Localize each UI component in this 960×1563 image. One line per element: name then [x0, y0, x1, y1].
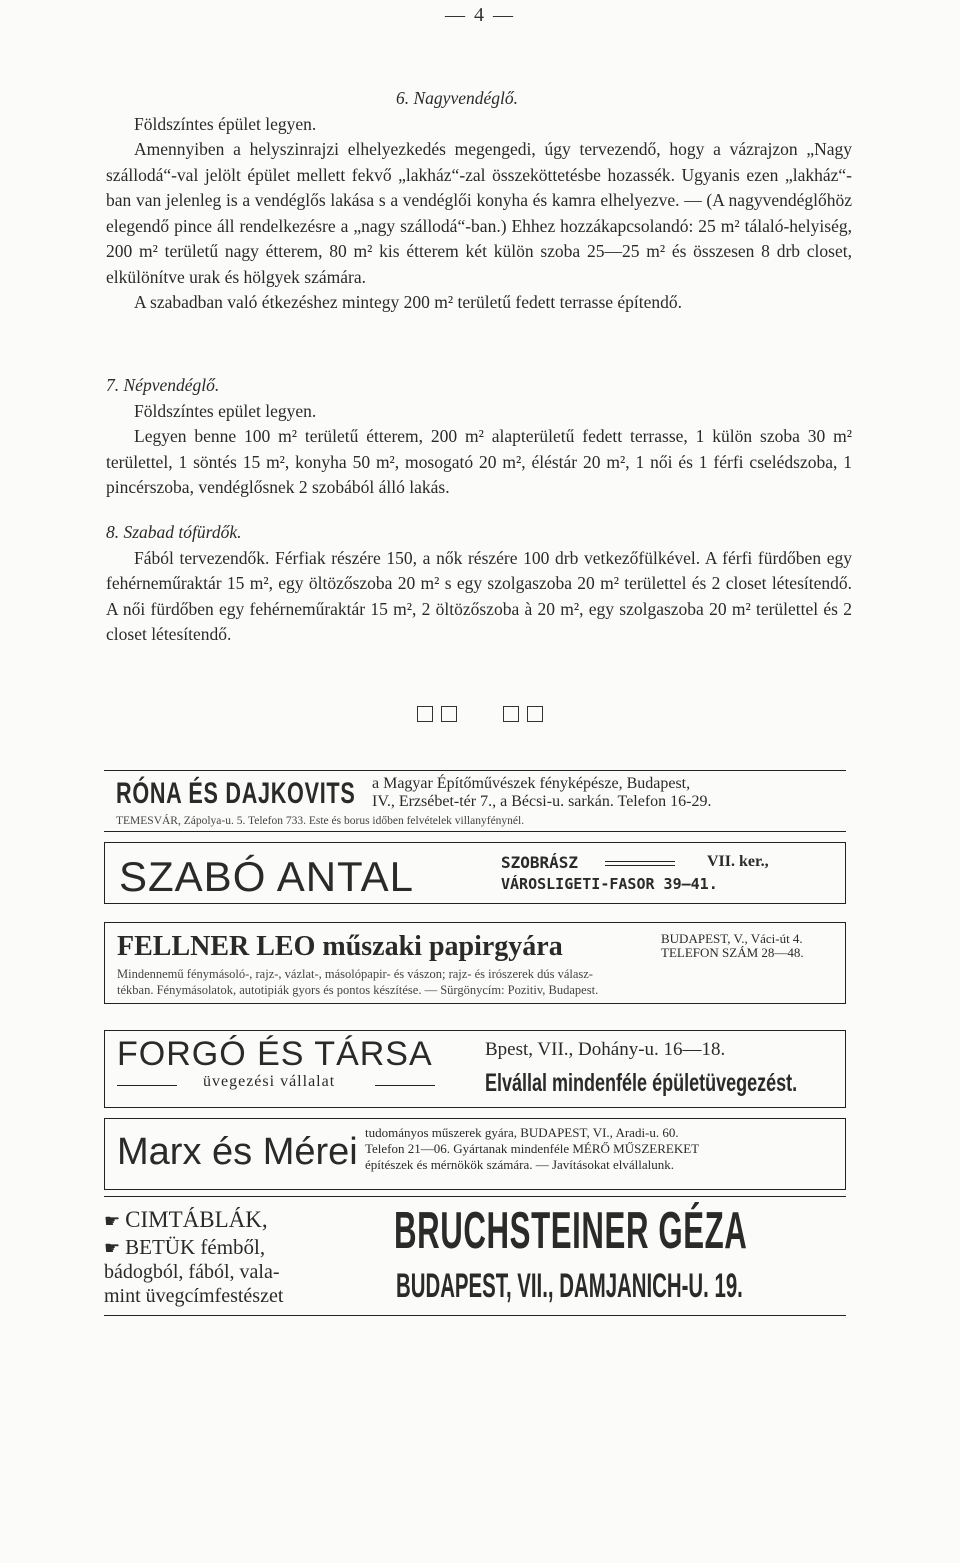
ad-szabo-address: VÁROSLIGETI-FASOR 39—41. — [501, 875, 718, 893]
pointing-hand-icon: ☛ — [104, 1238, 121, 1258]
ad-forgo-slogan: Elvállal mindenféle épületüvegezést. — [485, 1069, 798, 1097]
ad-fellner-name: FELLNER LEO műszaki papirgyára — [117, 931, 563, 962]
section-7-heading: 7. Népvendéglő. — [106, 375, 220, 395]
section-6-para2: A szabadban való étkezéshez mintegy 200 m² területű fedett terrasse építendő. — [134, 292, 683, 312]
section-8-heading: 8. Szabad tófürdők. — [106, 522, 242, 542]
ad-bruch-name: BRUCHSTEINER GÉZA — [394, 1202, 748, 1260]
ad-fellner-line2: tékban. Fénymásolatok, autotipiák gyors és pontos készítése. — Sürgönycím: Pozitiv, Budapest. — [117, 983, 599, 997]
ad-rona-name: RÓNA ÉS DAJKOVITS — [116, 777, 356, 810]
ad-bruch-left4: mint üvegcímfestészet — [104, 1285, 284, 1307]
page-number: — 4 — — [445, 4, 515, 26]
pointing-hand-icon: ☛ — [104, 1211, 121, 1231]
section-7-para1: Legyen benne 100 m² területű étterem, 200 m² alapterületű fedett terrasse, 1 külön szoba 30 m² területtel, 1 söntés 15 m², konyha 50 m², mosogató 20 m², éléstár 20 m², 1 női és 1 férfi cselédszoba, 1 pincérszoba, vendéglősnek 2 szobából álló lakás. — [106, 426, 852, 497]
ad-szabo-antal — [104, 842, 846, 904]
ad-bruch-left1: CIMTÁBLÁK, — [125, 1207, 268, 1232]
ad-forgo-es-tarsa — [104, 1030, 846, 1108]
ad-marx-line3: építészek és mérnökök számára. — Javításokat elvállalunk. — [365, 1157, 675, 1172]
section-6-heading: 6. Nagyvendéglő. — [396, 88, 518, 108]
section-8-para1: Fából tervezendők. Férfiak részére 150, a nők részére 100 drb vetkezőfülkével. A férfi fürdőben egy fehérneműraktár 15 m², egy öltözőszoba 20 m² s egy szolgaszoba 20 m² területtel és 2 closet létesítendő. A női fürdőben egy fehérneműraktár 15 m², 2 öltözőszoba à 20 m², egy szolgaszoba 20 m² területtel és 2 closet létesítendő. — [106, 547, 852, 644]
ad-forgo-sub: üvegezési vállalat — [203, 1073, 336, 1090]
ad-forgo-name: FORGÓ ÉS TÁRSA — [117, 1035, 433, 1073]
divider-squares — [0, 702, 960, 725]
ad-szabo-name: SZABÓ ANTAL — [119, 853, 414, 900]
ad-szabo-rule — [605, 861, 675, 866]
section-6-para1: Amennyiben a helyszinrajzi elhelyezkedés megengedi, úgy tervezendő, hogy a vázrajzon „Nagy szállodá“-val jelölt épület mellett fekvő „lakház“-zal összeköttetésbe hozassék. Ugyanis ezen „lakház“-ban van jelenleg is a vendéglős lakása s a vendéglői konyha és kamra elhelyezve. — (A nagyvendéglőhöz elegendő pince áll rendelkezésre a „nagy szállodá“-ban.) Ehhez hozzákapcsolandó: 25 m² tálaló-helyiség, 200 m² területű nagy étterem, 80 m² kis étterem két külön szoba 25—25 m² és összesen 8 drb closet, elkülönítve urak és hölgyek számára. — [106, 139, 852, 287]
section-7-line1: Földszíntes epület legyen. — [134, 400, 317, 421]
ad-fellner-phone: TELEFON SZÁM 28—48. — [661, 945, 804, 960]
ad-rona-line1: a Magyar Építőművészek fényképésze, Budapest, — [372, 775, 691, 792]
ad-forgo-address: Bpest, VII., Dohány-u. 16—18. — [485, 1039, 726, 1060]
ad-fellner-address: BUDAPEST, V., Váci-út 4. — [661, 931, 803, 946]
square-ornament — [527, 706, 543, 722]
ad-szabo-trade: SZOBRÁSZ — [501, 853, 579, 872]
ad-bruch-address: BUDAPEST, VII., DAMJANICH-U. 19. — [396, 1267, 743, 1305]
ad-rona-dajkovits — [104, 770, 846, 832]
ad-marx-line2: Telefon 21—06. Gyártanak mindenféle MÉRŐ MŰSZEREKET — [365, 1141, 700, 1156]
ad-rona-line2: IV., Erzsébet-tér 7., a Bécsi-u. sarkán. Telefon 16-29. — [372, 793, 712, 810]
square-ornament — [417, 706, 433, 722]
section-8 — [106, 520, 852, 648]
ad-forgo-rule-left — [117, 1085, 177, 1086]
ad-bruchsteiner-geza — [104, 1196, 846, 1316]
ad-rona-line3: TEMESVÁR, Zápolya-u. 5. Telefon 733. Este és borus időben felvételek villanyfénynél. — [116, 815, 525, 827]
ad-forgo-rule-right — [375, 1085, 435, 1086]
ad-bruch-left2: BETÜK fémből, — [125, 1235, 266, 1259]
ad-bruch-left3: bádogból, fából, vala- — [104, 1261, 280, 1283]
ad-fellner-line1: Mindennemű fénymásoló-, rajz-, vázlat-, másolópapir- és vászon; rajz- és irószerek dús válasz- — [117, 967, 593, 981]
ad-marx-name: Marx és Mérei — [117, 1131, 358, 1173]
square-ornament — [441, 706, 457, 722]
ad-marx-line1: tudományos műszerek gyára, BUDAPEST, VI., Aradi-u. 60. — [365, 1125, 679, 1140]
section-6-line1: Földszíntes épület legyen. — [134, 113, 317, 134]
ad-fellner-leo — [104, 922, 846, 1004]
ad-szabo-district: VII. ker., — [707, 853, 769, 870]
section-6 — [106, 86, 852, 316]
square-ornament — [503, 706, 519, 722]
section-7 — [106, 373, 852, 501]
ad-marx-es-merei — [104, 1118, 846, 1190]
